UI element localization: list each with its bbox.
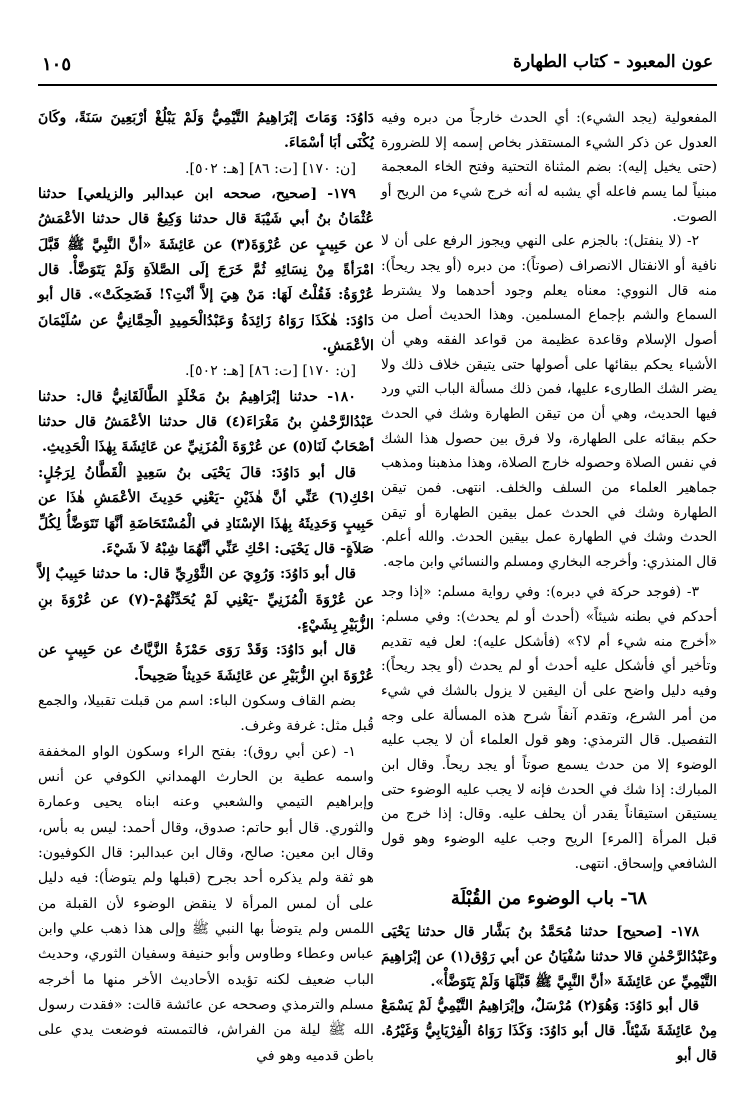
commentary-paragraph: ٢- (لا ينفتل): بالجزم على النهي ويجوز الرفع على أن لا نافية أو الانفتال الانصراف (صوتاً): من دبره (أو يجد ريحاً): منه قال النووي: معناه يعلم وجود أحدهما ولا يشترط السماع والشم بإجماع المسلمين. وهذا الحديث أصل من أصول الإسلام وقاعدة عظيمة من قواعد الفقه وهي أن الأشياء يحكم ببقائها على أصولها حتى يتيقن خلاف ذلك ولا يضر الشك الطارىء عليها، فمن ذلك مسألة الباب التي ورد فيها الحديث، وهي أن من تيقن الطهارة وشك في الحدث حكم ببقائه على الطهارة، ولا فرق بين حصول هذا الشك في نفس الصلاة وحصوله خارج الصلاة، وهذا مذهبنا ومذهب جماهير العلماء من السلف والخلف. انتهى. فمن تيقن الطهارة وشك في الحدث عمل بيقين الطهارة أو تيقن الحدث وشك في الطهارة عمل بيقين الحدث. والله أعلم. قال المنذري: وأخرجه البخاري ومسلم والنسائي وابن ماجه. <box>381 233 717 570</box>
left-column <box>38 106 374 1069</box>
header-divider <box>38 84 717 86</box>
chapter-heading: ٦٨- باب الوضوء من القُبْلَة <box>450 888 648 910</box>
hadith-reference: [ن: ١٧٠] [ت: ٨٦] [هـ: ٥٠٢]. <box>184 363 356 380</box>
right-column <box>381 106 717 1068</box>
hadith-text: ١٨٠- حدثنا إبْرَاهِيمُ بنُ مَخْلَدٍ الطَّالَقَانِيُّ قال: حدثنا عَبْدُالرَّحْمٰنِ بنُ مَغْرَاءَ(٤) قال حدثنا الأعْمَشُ قال حدثنا أصْحَابٌ لَنَا(٥) عن عُرْوَةَ الْمُزَنِيِّ عن عَائِشَةَ بِهٰذَا الْحَدِيثِ. <box>38 388 374 456</box>
commentary-paragraph: المفعولية (يجد الشيء): أي الحدث خارجاً من دبره وفيه العدول عن ذكر الشيء المستقذر بخاص إسمه إلا للضرورة (حتى يخيل إليه): بضم المثناة التحتية وفتح الخاء المعجمة مبنياً لما يسم فاعله أي يشبه له أنه خرج شيء من الريح أو الصوت. <box>381 110 717 225</box>
commentary-paragraph: ١- (عن أبي روق): بفتح الراء وسكون الواو المخففة واسمه عطية بن الحارث الهمداني الكوفي عن أنس وإبراهيم التيمي والشعبي وعنه ابناه يحيى وعمارة والثوري. قال أبو حاتم: صدوق، وقال أحمد: ليس به بأس، وقال ابن معين: صالح، وقال ابن عبدالبر: قال الكوفيون: هو ثقة ولم يذكره أحد بجرح (قبلها ولم يتوضأ): فيه دليل على أن لمس المرأة لا ينقض الوضوء لأن القبلة من اللمس ولم يتوضأ بها النبي ﷺ وإلى هذا ذهب علي وابن عباس وعطاء وطاوس وأبو حنيفة وسفيان الثوري، وحديث الباب ضعيف لكنه تؤيده الأحاديث الأخر منها ما أخرجه مسلم والترمذي وصححه عن عائشة قالت: «فقدت رسول الله ﷺ ليلة من الفراش، فالتمسته فوضعت يدي على باطن قدميه وهو في <box>38 743 374 1064</box>
hadith-text: ١٧٨- [صحيح] حدثنا مُحَمَّدُ بنُ بَشَّار قال حدثنا يَحْيَى وعَبْدُالرَّحْمٰنِ قالا حدثنا سُفْيَانُ عن أبي رَوْق(١) عن إبْرَاهِيمَ التَّيْمِيِّ عن عَائِشَةَ «أنَّ النَّبِيَّ ﷺ قَبَّلَهَا وَلَمْ يَتَوَضَّأْ». <box>381 924 717 990</box>
running-title: عون المعبود - كتاب الطهارة <box>513 52 713 72</box>
hadith-text: قال أبو دَاوُدَ: وَقَدْ رَوَى حَمْزَةُ الزَّيَّاتُ عن حَبِيبٍ عن عُرْوَةَ ابنِ الزُّبَيْرِ عن عَائِشَةَ حَدِيثاً صَحِيحاً. <box>38 642 374 684</box>
commentary-paragraph: ٣- (فوجد حركة في دبره): وفي رواية مسلم: «إذا وجد أحدكم في بطنه شيئاً» (أحدث أو لم يحدث): وفي مسلم: «أخرج منه شيء أم لا؟» (فأشكل عليه): لعل فيه تقديم وتأخير أي فأشكل عليه أحدث أو لم يحدث (أو يجد ريحاً): وفيه دليل واضح على أن اليقين لا يزول بالشك في شيء من أمر الشرع، وتقدم آنفاً شرح هذه المسألة على وجه التفصيل. قال الترمذي: وهو قول العلماء أن لا يجب عليه الوضوء إلا من حدث يسمع صوتاً أو يجد ريحاً. وقال ابن المبارك: إذا شك في الحدث فإنه لا يجب عليه الوضوء حتى يستيقن استيقاناً يقدر أن يحلف عليه. وقال: إذا خرج من قبل المرأة [المرء] الريح وجب عليه الوضوء وهو قول الشافعي وإسحاق. انتهى. <box>381 584 717 872</box>
hadith-text: قال أبو دَاوُدَ: قالَ يَحْيَى بنُ سَعِيدٍ الْقَطَّانُ لِرَجُلٍ: احْكِ(٦) عَنِّي أنَّ هٰذَيْنِ -يَعْنِي حَدِيثَ الأعْمَشِ هٰذَا عن حَبِيبٍ وَحَدِيثَهُ بِهٰذَا الإسْنَادِ في الْمُسْتَحَاضَةِ أنَّهَا تَتَوَضَّأُ لِكُلِّ صَلاَةٍ- قال يَحْيَى: احْكِ عَنِّي أنَّهُمَا شِبْهُ لاَ شَيْءَ. <box>38 464 374 557</box>
hadith-text: قال أبو دَاوُدَ: وَرُوِيَ عن الثَّوْرِيِّ قال: ما حدثنا حَبِيبٌ إلاَّ عن عُرْوَةَ الْمُزَنِيِّ -يَعْنِي لَمْ يُحَدِّثْهُمْ-(٧) عن عُرْوَةَ بنِ الزُّبَيْرِ بِشَيْءٍ. <box>38 566 374 633</box>
page-header <box>38 48 717 78</box>
hadith-text: ١٧٩- [صحيح، صححه ابن عبدالبر والزيلعي] حدثنا عُثْمَانُ بنُ أبي شَيْبَةَ قال حدثنا وَكِيعٌ قال حدثنا الأعْمَشُ عن حَبِيبٍ عن عُرْوَةَ(٣) عن عَائِشَةَ «أنَّ النَّبِيَّ ﷺ قَبَّلَ امْرَأةً مِنْ نِسَائِهِ ثُمَّ خَرَجَ إلَى الصَّلاَةِ وَلَمْ يَتَوَضَّأْ. قال عُرْوَةُ: فَقُلْتُ لَهَا: مَنْ هِيَ إلاَّ أنْتِ؟! فَضَحِكَتْ». قال أبو دَاوُدَ: هٰكَذَا رَوَاهُ زَائِدَةُ وَعَبْدُالْحَمِيدِ الْحِمَّانِيُّ عن سُلَيْمَانَ الأعْمَشِ. <box>38 186 374 355</box>
hadith-text: دَاوُدَ: وَمَاتَ إبْرَاهِيمُ التَّيْمِيُّ وَلَمْ يَبْلُغْ أرْبَعِينَ سَنَةً، وكَانَ يُكْنَى أبَا أسْمَاءَ. <box>38 110 374 152</box>
hadith-text: قال أبو دَاوُدَ: وَهُوَ(٢) مُرْسَلٌ، وإبْرَاهِيمُ التَّيْمِيُّ لَمْ يَسْمَعْ مِنْ عَائِشَةَ شَيْئاً. قال أبو دَاوُدَ: وَكَذَا رَوَاهُ الْفِرْيَابِيُّ وَغَيْرُهُ. قال أبو <box>381 998 717 1064</box>
hadith-reference: [ن: ١٧٠] [ت: ٨٦] [هـ: ٥٠٢]. <box>184 160 356 177</box>
commentary-paragraph: بضم القاف وسكون الباء: اسم من قبلت تقبيلا، والجمع قُبل مثل: غرفة وغرف. <box>38 692 374 735</box>
page-number: ١٠٥ <box>42 54 72 75</box>
